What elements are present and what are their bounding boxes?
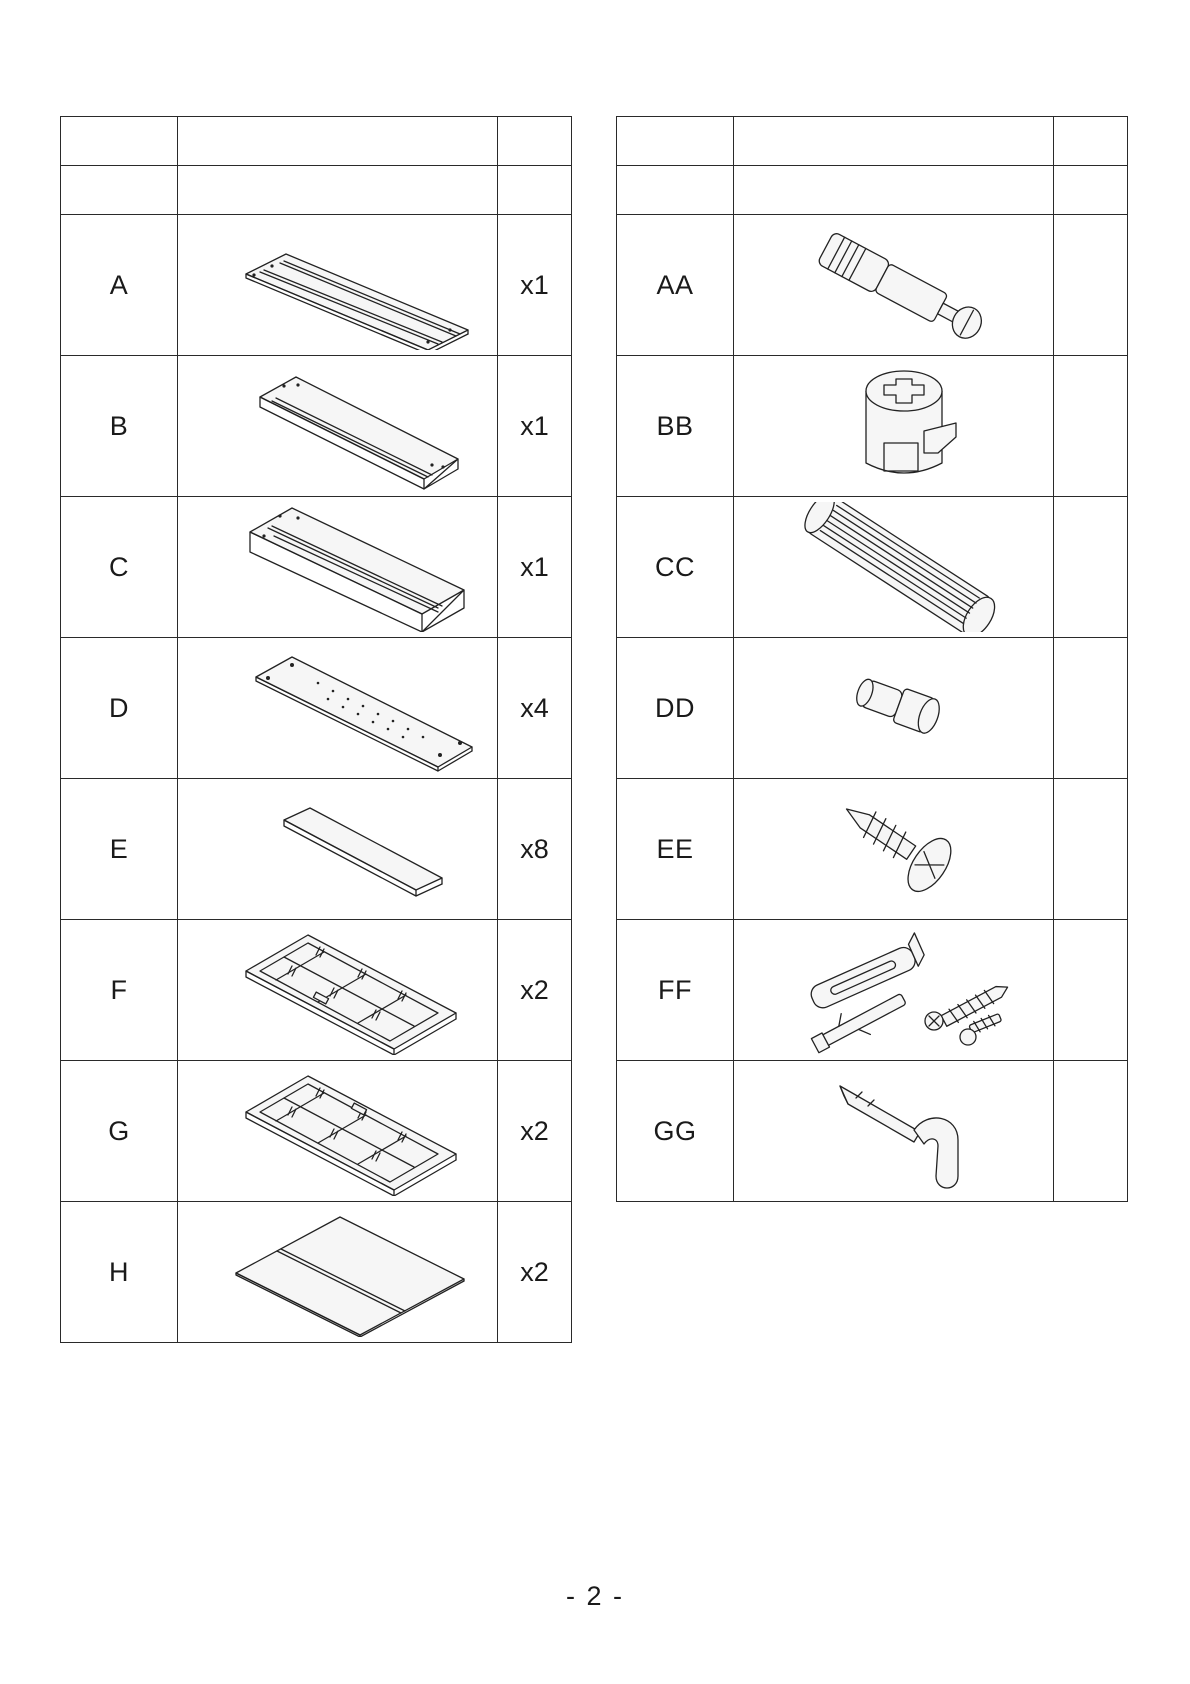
- part-label: CC: [617, 497, 734, 638]
- table-row: [617, 1061, 1128, 1202]
- part-quantity: [1054, 1061, 1128, 1202]
- table-header-row: [61, 117, 572, 166]
- part-quantity: x4: [498, 638, 572, 779]
- part-quantity: x2: [498, 1061, 572, 1202]
- table-header-row: [617, 117, 1128, 166]
- table-row: [617, 920, 1128, 1061]
- part-label: FF: [617, 920, 734, 1061]
- glass-door-g-icon: [188, 1066, 488, 1196]
- panel-c-icon: [188, 502, 488, 632]
- part-quantity: x1: [498, 215, 572, 356]
- panel-b-icon: [188, 361, 488, 491]
- table-row: [61, 920, 572, 1061]
- back-panel-h-icon: [188, 1207, 488, 1337]
- page-number: - 2 -: [565, 1581, 624, 1611]
- part-label: A: [61, 215, 178, 356]
- part-label: EE: [617, 779, 734, 920]
- part-label: F: [61, 920, 178, 1061]
- part-label: E: [61, 779, 178, 920]
- part-quantity: x8: [498, 779, 572, 920]
- panel-d-icon: [188, 643, 488, 773]
- panel-parts-table: [60, 116, 572, 1343]
- part-quantity: [1054, 215, 1128, 356]
- table-row: [61, 779, 572, 920]
- part-label: H: [61, 1202, 178, 1343]
- table-row: [61, 1202, 572, 1343]
- table-row: [61, 1061, 572, 1202]
- part-quantity: [1054, 779, 1128, 920]
- part-label: D: [61, 638, 178, 779]
- table-row: [61, 356, 572, 497]
- part-label: B: [61, 356, 178, 497]
- part-quantity: [1054, 497, 1128, 638]
- shelf-pin-icon: [744, 643, 1044, 773]
- table-row: [617, 779, 1128, 920]
- table-row: [61, 215, 572, 356]
- table-row: [61, 638, 572, 779]
- cam-lock-icon: [744, 361, 1044, 491]
- cam-bolt-icon: [744, 220, 1044, 350]
- screw-icon: [744, 784, 1044, 914]
- table-row: [617, 215, 1128, 356]
- table-row: [617, 638, 1128, 779]
- glass-door-f-icon: [188, 925, 488, 1055]
- part-label: GG: [617, 1061, 734, 1202]
- table-row: [617, 356, 1128, 497]
- wooden-dowel-icon: [744, 502, 1044, 632]
- part-quantity: x1: [498, 497, 572, 638]
- part-label: C: [61, 497, 178, 638]
- part-quantity: x1: [498, 356, 572, 497]
- part-quantity: x2: [498, 920, 572, 1061]
- part-label: DD: [617, 638, 734, 779]
- part-label: BB: [617, 356, 734, 497]
- panel-a-icon: [188, 220, 488, 350]
- hardware-parts-table: [616, 116, 1128, 1202]
- table-row: [617, 497, 1128, 638]
- table-row: [61, 497, 572, 638]
- wall-anchor-kit-icon: [744, 925, 1044, 1055]
- part-quantity: [1054, 356, 1128, 497]
- part-quantity: [1054, 920, 1128, 1061]
- table-header-row: [617, 166, 1128, 215]
- hook-icon: [744, 1066, 1044, 1196]
- part-quantity: x2: [498, 1202, 572, 1343]
- panel-e-icon: [188, 784, 488, 914]
- table-header-row: [61, 166, 572, 215]
- part-quantity: [1054, 638, 1128, 779]
- part-label: AA: [617, 215, 734, 356]
- part-label: G: [61, 1061, 178, 1202]
